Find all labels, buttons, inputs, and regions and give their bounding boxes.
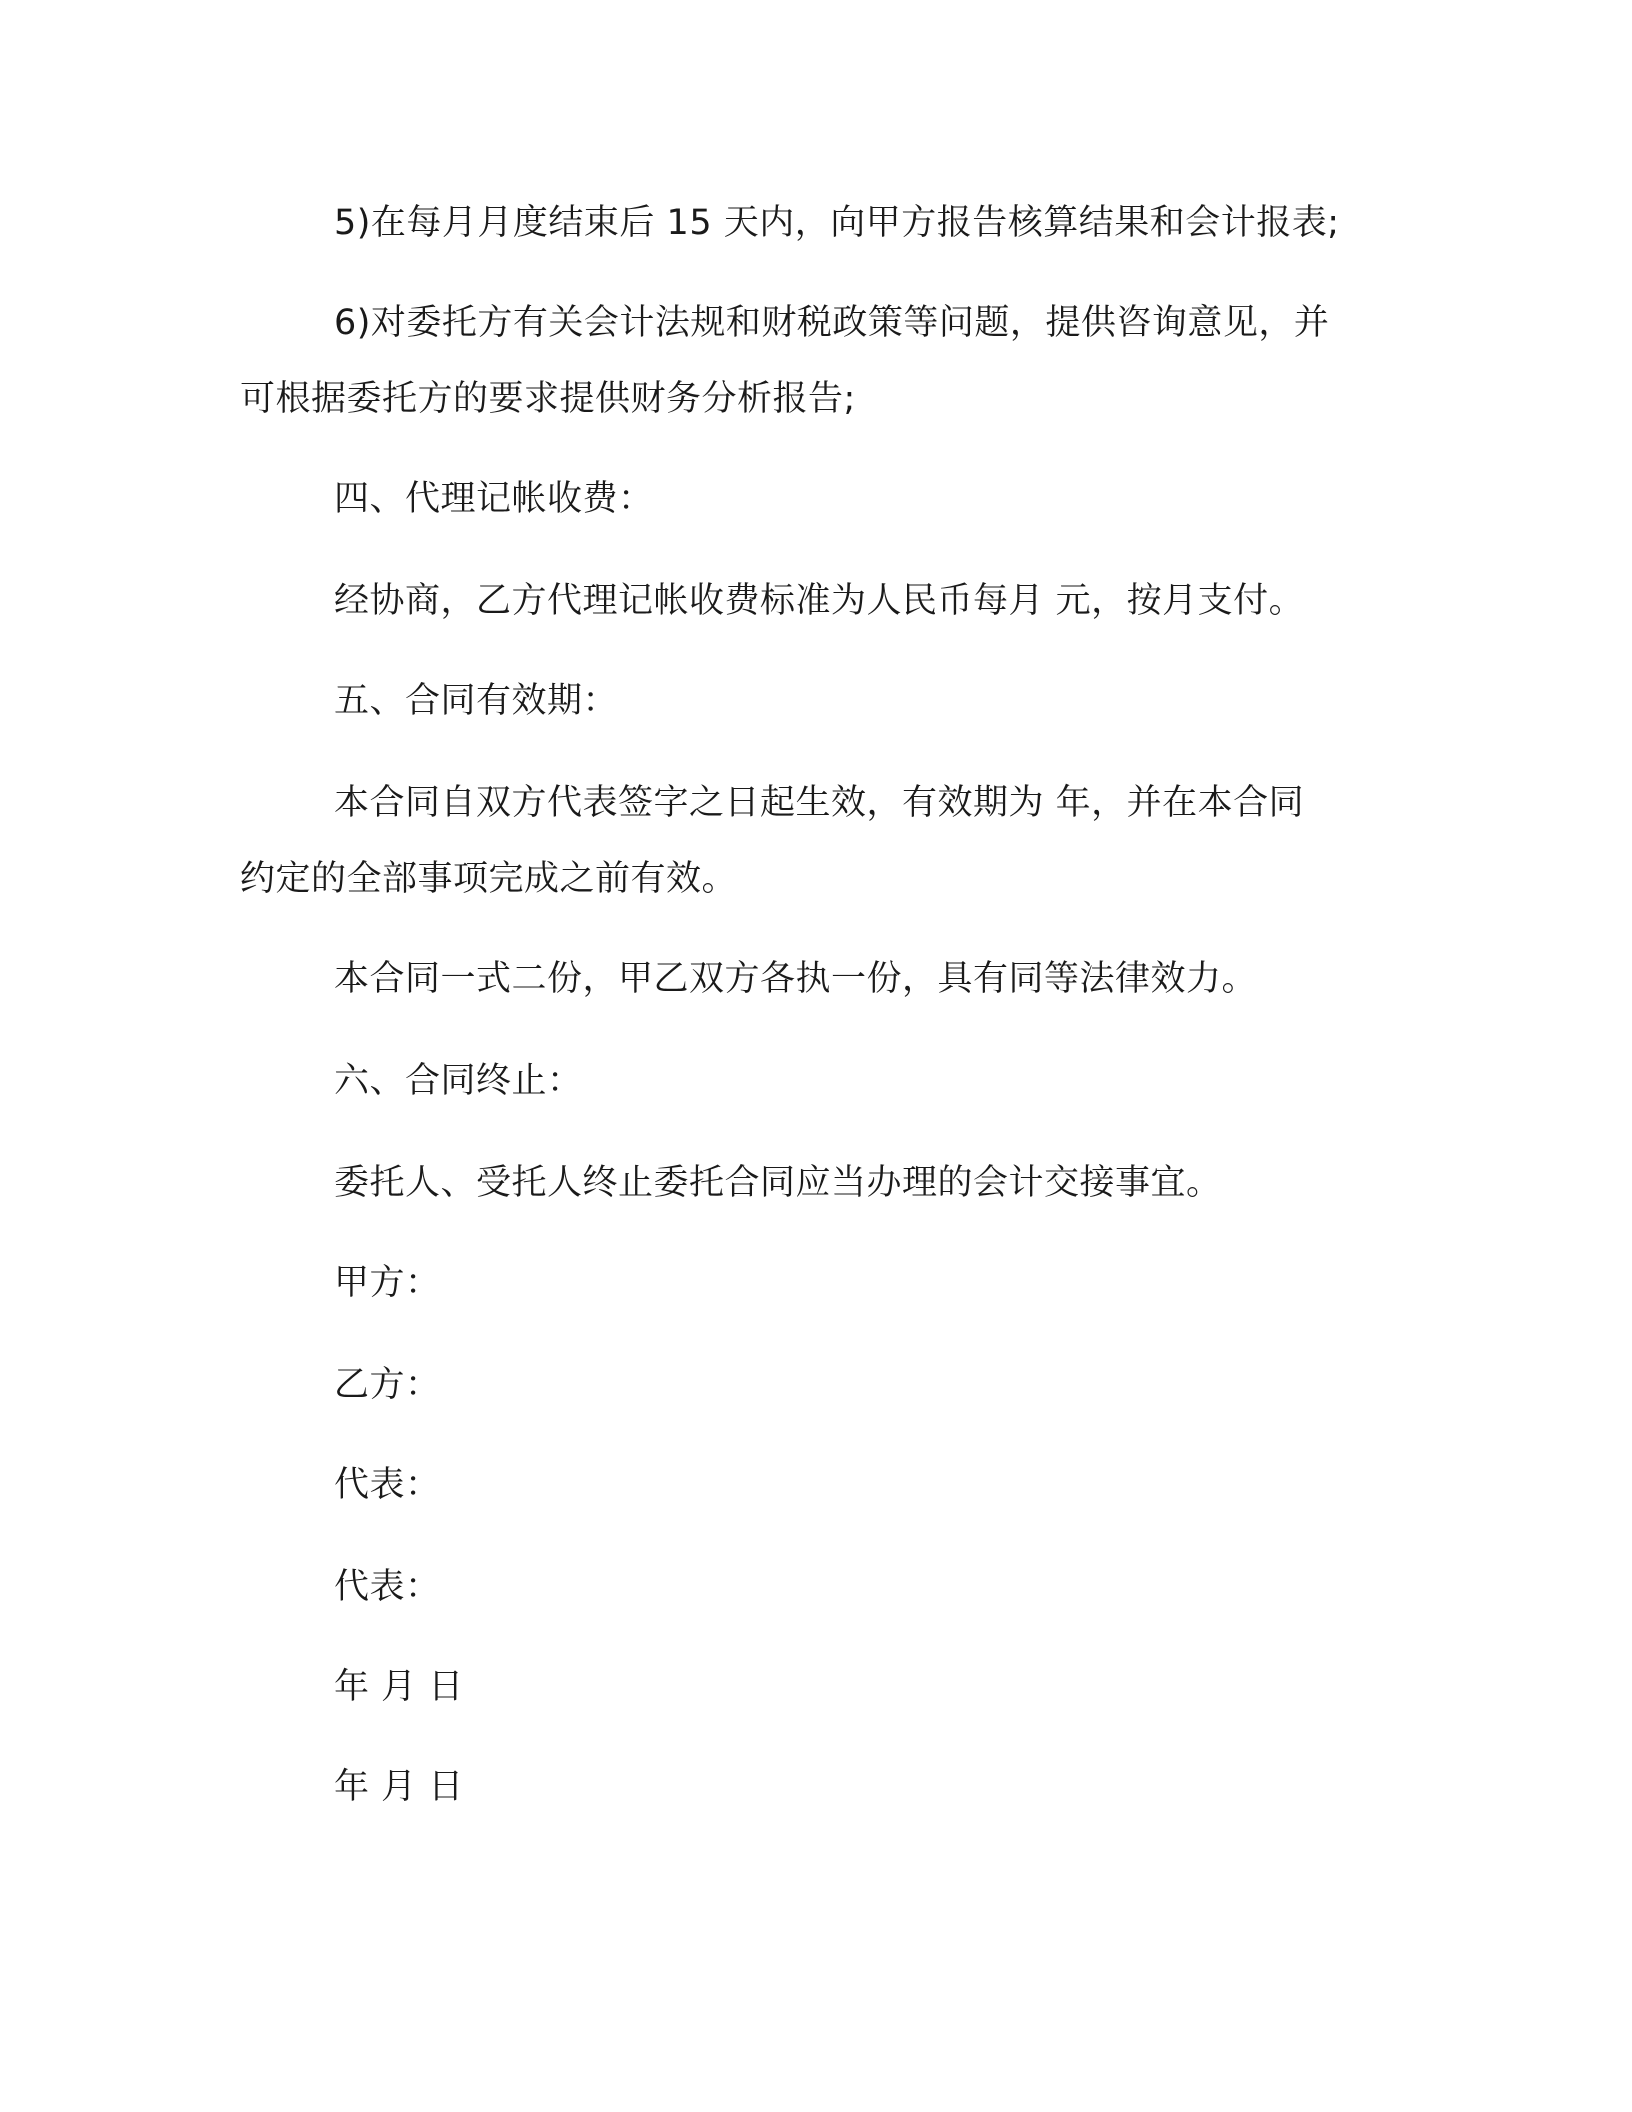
- representative-b-label: 代表：: [334, 1567, 441, 1607]
- fee-clause: 经协商，乙方代理记帐收费标准为人民币每月 元，按月支付。: [334, 581, 1305, 621]
- section-heading-fee: 四、代理记帐收费：: [334, 479, 654, 519]
- date-a-line: 年 月 日: [334, 1667, 464, 1707]
- clause-item-6-line-1: 6)对委托方有关会计法规和财税政策等问题，提供咨询意见，并: [334, 303, 1330, 343]
- clause-item-6-line-2: 可根据委托方的要求提供财务分析报告;: [240, 379, 856, 419]
- term-clause-line-2: 约定的全部事项完成之前有效。: [240, 859, 738, 899]
- clause-item-5: 5)在每月月度结束后 15 天内，向甲方报告核算结果和会计报表;: [334, 203, 1340, 243]
- term-clause-line-1: 本合同自双方代表签字之日起生效，有效期为 年，并在本合同: [334, 783, 1305, 823]
- section-heading-termination: 六、合同终止：: [334, 1061, 583, 1101]
- party-b-label: 乙方：: [334, 1365, 441, 1405]
- section-heading-term: 五、合同有效期：: [334, 681, 619, 721]
- termination-clause: 委托人、受托人终止委托合同应当办理的会计交接事宜。: [334, 1163, 1222, 1203]
- party-a-label: 甲方：: [334, 1263, 441, 1303]
- date-b-line: 年 月 日: [334, 1767, 464, 1807]
- copies-clause: 本合同一式二份，甲乙双方各执一份，具有同等法律效力。: [334, 959, 1258, 999]
- representative-a-label: 代表：: [334, 1465, 441, 1505]
